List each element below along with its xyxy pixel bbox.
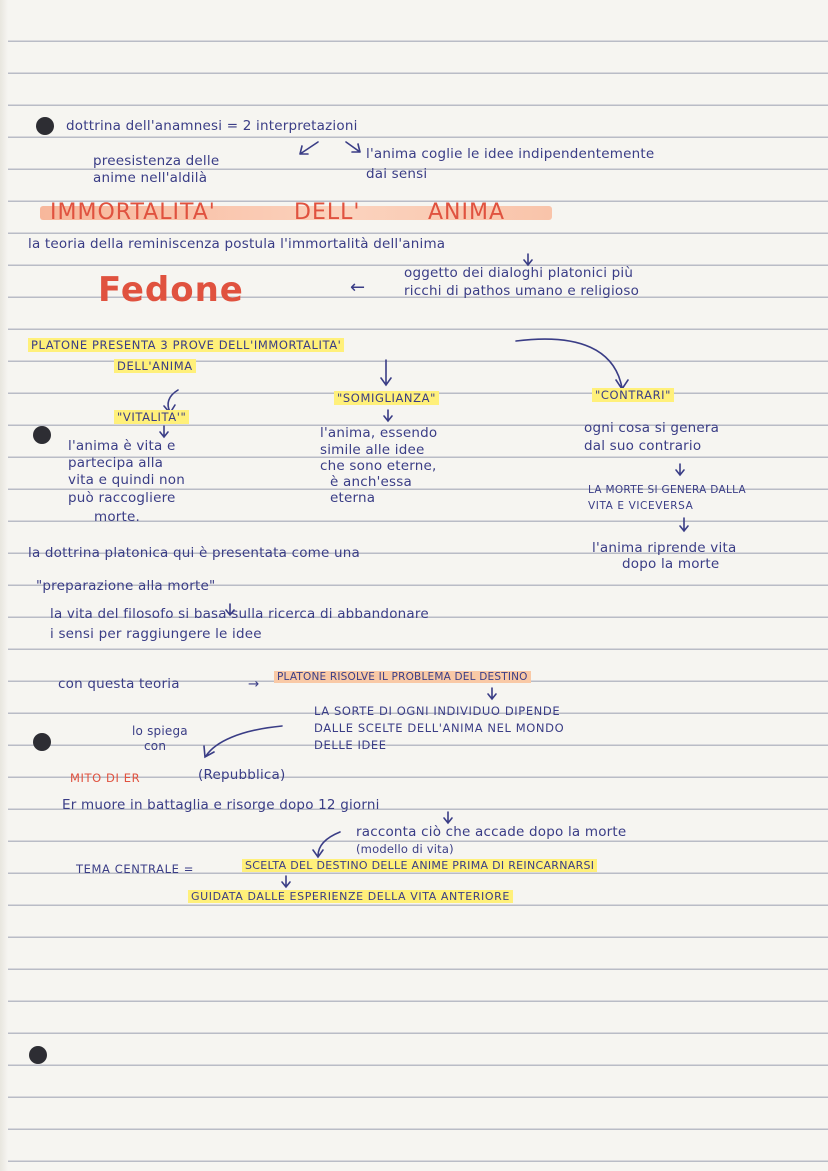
arrow-prove-curve [516, 339, 628, 389]
arrow-prove-middle [381, 360, 391, 385]
arrow-er-down [444, 812, 452, 823]
dottrina-line-1: la dottrina platonica qui è presentata come una [28, 545, 361, 561]
prove-intro-line-1 [28, 337, 344, 353]
section-title-part-2: DELL' [294, 200, 361, 225]
mito-title: MITO DI ER [70, 771, 141, 785]
binder-hole [29, 1046, 47, 1064]
bullet-dot [36, 117, 54, 135]
spiega-line-1: lo spiega [132, 724, 188, 738]
fedone-title: Fedone [98, 270, 244, 310]
contrari-label [592, 387, 674, 403]
section-title-part-3: ANIMA [428, 200, 506, 225]
contrari-line-5: l'anima riprende vita [592, 540, 737, 556]
anamnesi-line: dottrina dell'anamnesi = 2 interpretazioni [66, 118, 358, 134]
vitalita-label [114, 409, 189, 425]
section-title-part-1: IMMORTALITA' [50, 200, 216, 225]
arrow-interp-right [346, 142, 360, 152]
arrow-vitalita-down [160, 426, 168, 437]
fedone-desc-2: ricchi di pathos umano e religioso [404, 283, 640, 299]
somiglianza-highlight: "SOMIGLIANZA" [334, 391, 439, 405]
vitalita-line-3: vita e quindi non [68, 472, 186, 488]
binder-hole [33, 426, 51, 444]
arrow-destino-down [488, 688, 496, 699]
dottrina-line-3: la vita del filosofo si basa sulla ricerca di abbandonare [50, 606, 429, 622]
reminiscenza-line: la teoria della reminiscenza postula l'immortalità dell'anima [28, 236, 446, 252]
somiglianza-line-2: simile alle idee [320, 442, 425, 458]
tema-line [242, 858, 597, 874]
arrow-guidata-down [282, 876, 290, 887]
prove-intro-highlight-2: DELL'ANIMA [114, 359, 196, 373]
contrari-line-6: dopo la morte [622, 556, 720, 572]
arrow-contrari-down-1 [676, 464, 684, 475]
fedone-desc-1: oggetto dei dialoghi platonici più [404, 265, 634, 281]
contrari-line-3: LA MORTE SI GENERA DALLA [588, 484, 747, 496]
mito-line-1: Er muore in battaglia e risorge dopo 12 giorni [62, 797, 380, 813]
prove-intro-highlight: PLATONE PRESENTA 3 PROVE DELL'IMMORTALITA' [28, 338, 344, 352]
somiglianza-label [334, 390, 439, 406]
interp-right-line-2: dai sensi [366, 166, 428, 182]
destino-highlight-line [274, 669, 531, 685]
arrow-interp-left [300, 142, 318, 154]
arrow-contrari-down-2 [680, 518, 688, 531]
somiglianza-line-5: eterna [330, 490, 376, 506]
destino-arrow: → [248, 676, 260, 692]
contrari-line-1: ogni cosa si genera [584, 420, 720, 436]
vitalita-line-1: l'anima è vita e [68, 438, 176, 454]
vitalita-line-2: partecipa alla [68, 455, 164, 471]
guidata-highlight: GUIDATA DALLE ESPERIENZE DELLA VITA ANTERIORE [188, 890, 513, 903]
arrow-reminiscenza-down [524, 254, 532, 265]
prove-intro-line-2 [114, 358, 196, 374]
contrari-line-4: VITA E VICEVERSA [588, 500, 694, 512]
contrari-line-2: dal suo contrario [584, 438, 702, 454]
somiglianza-line-3: che sono eterne, [320, 458, 437, 474]
vitalita-line-5: morte. [94, 509, 141, 525]
arrow-spiega-curve [204, 726, 282, 757]
destino-lead: con questa teoria [58, 676, 180, 692]
destino-highlight: PLATONE RISOLVE IL PROBLEMA DEL DESTINO [274, 671, 531, 683]
interp-right-line-1: l'anima coglie le idee indipendentemente [366, 146, 655, 162]
sorte-line-1: LA SORTE DI OGNI INDIVIDUO DIPENDE [314, 704, 561, 718]
sorte-line-3: DELLE IDEE [314, 738, 387, 752]
mito-line-2: racconta ciò che accade dopo la morte [356, 824, 627, 840]
guidata-line [188, 889, 513, 905]
vitalita-line-4: può raccogliere [68, 490, 176, 506]
arrow-somiglianza-down [384, 410, 392, 421]
contrari-highlight: "CONTRARI" [592, 388, 674, 402]
sorte-line-2: DALLE SCELTE DELL'ANIMA NEL MONDO [314, 721, 565, 735]
dottrina-line-2: "preparazione alla morte" [36, 578, 216, 594]
tema-label: TEMA CENTRALE = [76, 862, 195, 876]
arrow-tema-curve [313, 832, 340, 857]
vitalita-highlight: "VITALITA'" [114, 410, 189, 424]
mito-line-3: (modello di vita) [356, 842, 454, 856]
somiglianza-line-1: l'anima, essendo [320, 425, 438, 441]
binder-hole [33, 733, 51, 751]
interp-left-line-2: anime nell'aldilà [93, 170, 208, 186]
tema-highlight: SCELTA DEL DESTINO DELLE ANIME PRIMA DI REINCARNARSI [242, 859, 597, 872]
somiglianza-line-4: è anch'essa [330, 474, 412, 490]
spiega-line-2: con [144, 739, 167, 753]
fedone-arrow: ← [350, 277, 366, 298]
interp-left-line-1: preesistenza delle [93, 153, 220, 169]
dottrina-line-4: i sensi per raggiungere le idee [50, 626, 262, 642]
mito-source: (Repubblica) [198, 767, 286, 783]
